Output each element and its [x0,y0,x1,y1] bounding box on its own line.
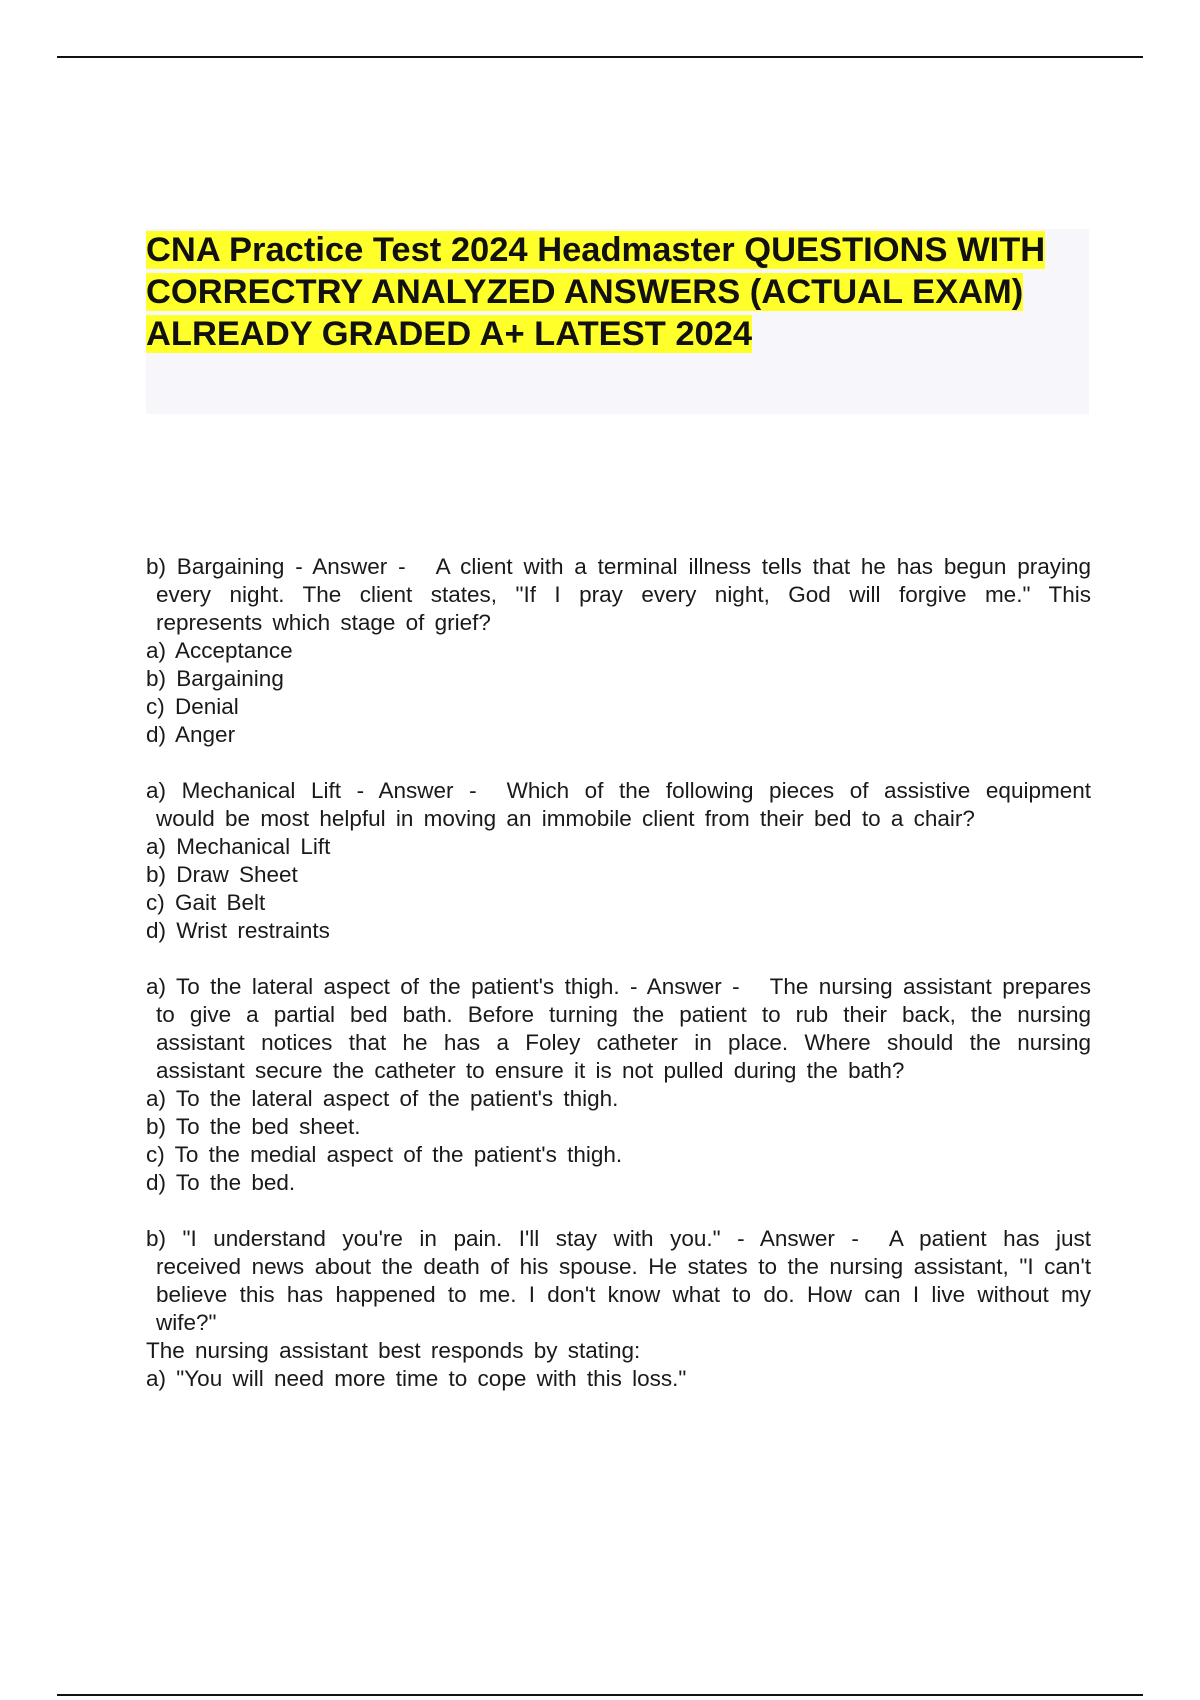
answer-label: a) Mechanical Lift - Answer - [146,778,477,803]
answer-label: b) Bargaining - Answer - [146,554,406,579]
answer-option: d) Wrist restraints [146,918,330,943]
answer-option: b) To the bed sheet. [146,1114,361,1139]
question-lead: The nursing assistant best responds by stating: [146,1338,641,1363]
answer-option: d) To the bed. [146,1170,296,1195]
document-title: CNA Practice Test 2024 Headmaster QUESTIONS WITH CORRECTRY ANALYZED ANSWERS (ACTUAL EXAM) ALREADY GRADED A+ LATEST 2024 [146,231,1046,353]
bottom-rule [57,1694,1143,1696]
answer-option: a) Mechanical Lift [146,834,331,859]
answer-label: b) "I understand you're in pain. I'll stay with you." - Answer - [146,1226,859,1251]
answer-option: c) To the medial aspect of the patient's thigh. [146,1142,623,1167]
answer-option: a) To the lateral aspect of the patient's thigh. [146,1086,619,1111]
question-block [146,1225,1091,1393]
question-text [146,1225,1091,1337]
question-block [146,553,1091,749]
top-rule [57,56,1143,58]
answer-option: d) Anger [146,722,236,747]
question-block [146,777,1091,945]
answer-option: b) Draw Sheet [146,862,298,887]
question-text [146,973,1091,1085]
question-prompt: A patient has just received news about the death of his spouse. He states to the nursing assistant, "I can't believe this has happened to me. I don't know what to do. How can I live without my wife?" [156,1226,1091,1335]
question-text [146,553,1091,637]
answer-label: a) To the lateral aspect of the patient's thigh. - Answer - [146,974,740,999]
answer-option: c) Denial [146,694,239,719]
question-block [146,973,1091,1197]
title-box [146,229,1089,414]
question-text [146,777,1091,833]
answer-option: a) "You will need more time to cope with this loss." [146,1366,687,1391]
answer-option: b) Bargaining [146,666,284,691]
question-prompt: A client with a terminal illness tells that he has begun praying every night. The client states, "If I pray every night, God will forgive me." This represents which stage of grief? [156,554,1091,635]
question-prompt: Which of the following pieces of assistive equipment would be most helpful in moving an immobile client from their bed to a chair? [156,778,1091,831]
question-prompt: The nursing assistant prepares to give a partial bed bath. Before turning the patient to rub their back, the nursing assistant notices that he has a Foley catheter in place. Where should the nursing assistant secure the catheter to ensure it is not pulled during the bath? [156,974,1091,1083]
answer-option: a) Acceptance [146,638,293,663]
answer-option: c) Gait Belt [146,890,266,915]
question-list [146,553,1091,1421]
